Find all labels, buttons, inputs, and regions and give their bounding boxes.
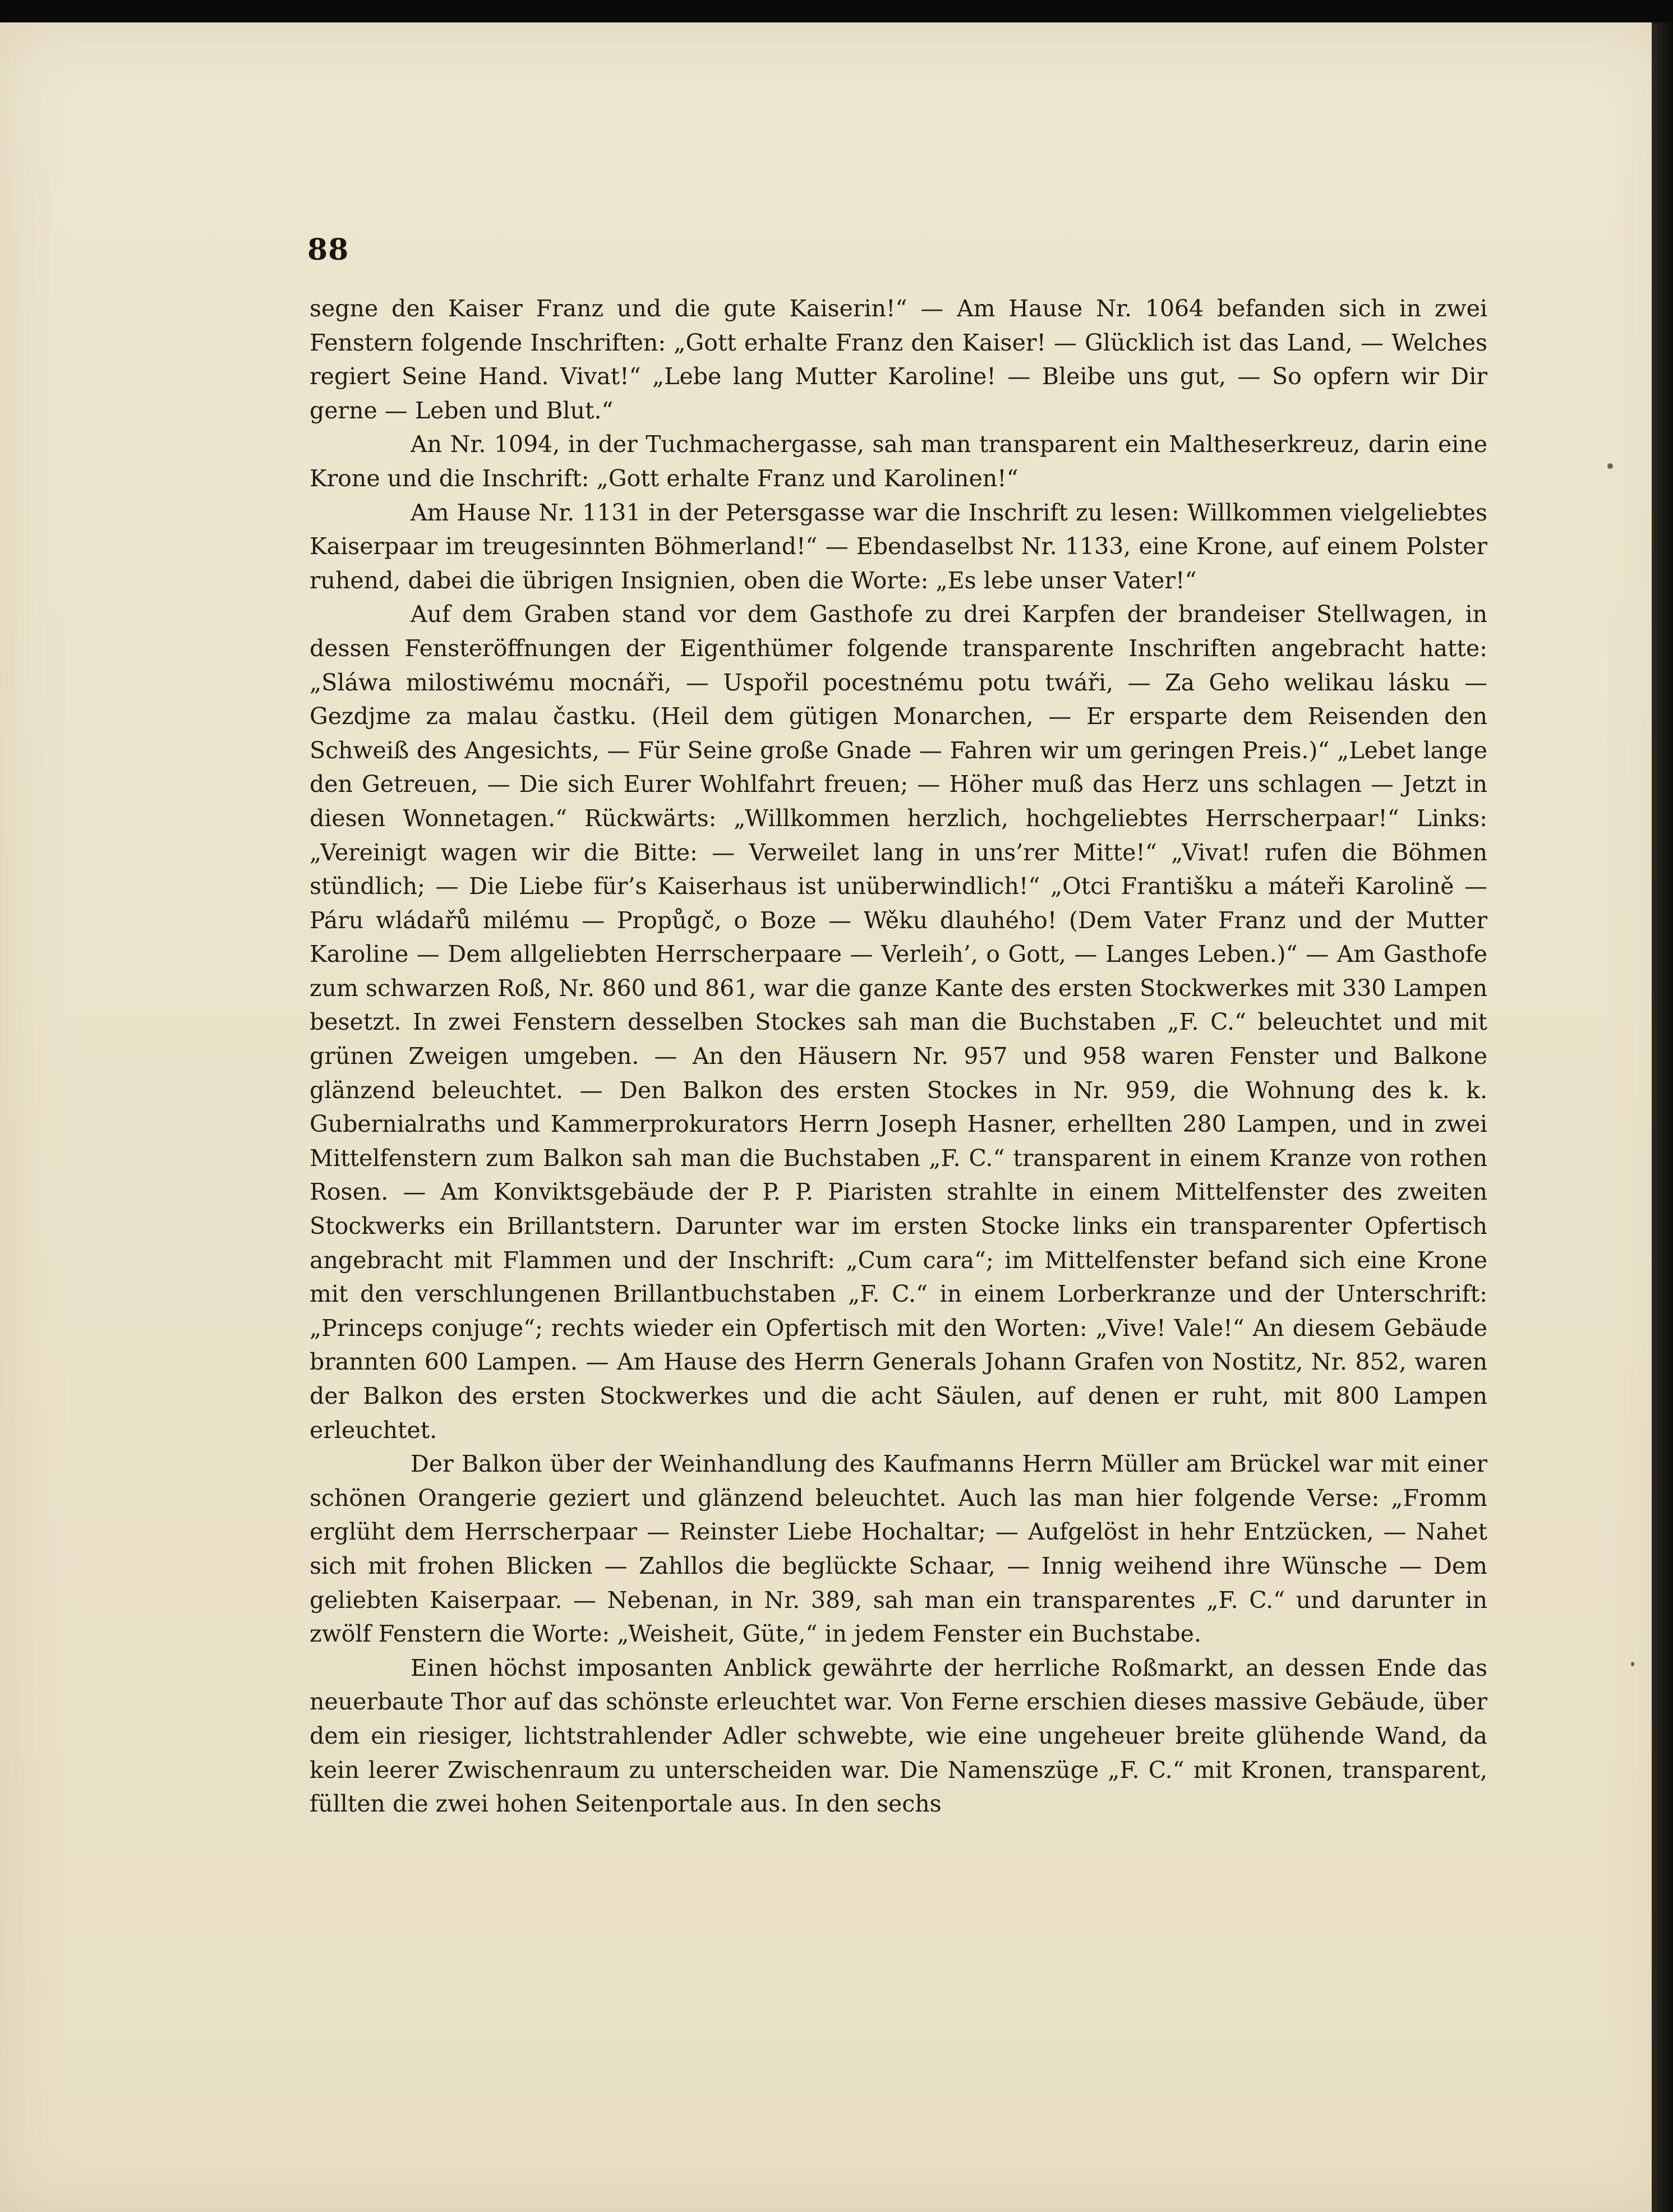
- paragraph-4: Auf dem Graben stand vor dem Gasthofe zu drei Karpfen der brandeiser Stellwagen, in dessen Fensteröffnungen der Eigenthümer folgende transparente Inschriften angebracht hatte: „Sláwa milostiwému mocnáři, — Uspořil pocestnému potu twáři, — Za Geho welikau lásku — Gezdjme za malau častku. (Heil dem gütigen Monarchen, — Er ersparte dem Reisenden den Schweiß des Angesichts, — Für Seine große Gnade — Fahren wir um geringen Preis.)“ „Lebet lange den Getreuen, — Die sich Eurer Wohlfahrt freuen; — Höher muß das Herz uns schlagen — Jetzt in diesen Wonnetagen.“ Rückwärts: „Willkommen herzlich, hochgeliebtes Herrscherpaar!“ Links: „Vereinigt wagen wir die Bitte: — Verweilet lang in uns’rer Mitte!“ „Vivat! rufen die Böhmen stündlich; — Die Liebe für’s Kaiserhaus ist unüberwindlich!“ „Otci Františku a máteři Karolině — Páru wládařů milému — Propůgč, o Boze — Wěku dlauhého! (Dem Vater Franz und der Mutter Karoline — Dem allgeliebten Herrscherpaare — Verleih’, o Gott, — Langes Leben.)“ — Am Gasthofe zum schwarzen Roß, Nr. 860 und 861, war die ganze Kante des ersten Stockwerkes mit 330 Lampen besetzt. In zwei Fenstern desselben Stockes sah man die Buchstaben „F. C.“ beleuchtet und mit grünen Zweigen umgeben. — An den Häusern Nr. 957 und 958 waren Fenster und Balkone glänzend beleuchtet. — Den Balkon des ersten Stockes in Nr. 959, die Wohnung des k. k. Gubernialraths und Kammerprokurators Herrn Joseph Hasner, erhellten 280 Lampen, und in zwei Mittelfenstern zum Balkon sah man die Buchstaben „F. C.“ transparent in einem Kranze von rothen Rosen. — Am Konviktsgebäude der P. P. Piaristen strahlte in einem Mittelfenster des zweiten Stockwerks ein Brillantstern. Darunter war im ersten Stocke links ein transparenter Opfertisch angebracht mit Flammen und der Inschrift: „Cum cara“; im Mittelfenster befand sich eine Krone mit den verschlungenen Brillantbuchstaben „F. C.“ in einem Lorberkranze und der Unterschrift: „Princeps conjuge“; rechts wieder ein Opfertisch mit den Worten: „Vive! Vale!“ An diesem Gebäude brannten 600 Lampen. — Am Hause des Herrn Generals Johann Grafen von Nostitz, Nr. 852, waren der Balkon des ersten Stockwerkes und die acht Säulen, auf denen er ruht, mit 800 Lampen erleuchtet.: [310, 601, 1487, 1444]
- paragraph-2: An Nr. 1094, in der Tuchmachergasse, sah man transparent ein Maltheserkreuz, darin eine Krone und die Inschrift: „Gott erhalte Franz und Karolinen!“: [310, 431, 1487, 492]
- paragraph-1: segne den Kaiser Franz und die gute Kaiserin!“ — Am Hause Nr. 1064 befanden sich in zwei Fenstern folgende Inschriften: „Gott erhalte Franz den Kaiser! — Glücklich ist das Land, — Welches regiert Seine Hand. Vivat!“ „Lebe lang Mutter Karoline! — Bleibe uns gut, — So opfern wir Dir gerne — Leben und Blut.“: [310, 295, 1487, 424]
- page-number: 88: [307, 233, 349, 267]
- body-text: [310, 292, 1487, 1821]
- paragraph-6: Einen höchst imposanten Anblick gewährte der herrliche Roßmarkt, an dessen Ende das neuerbaute Thor auf das schönste erleuchtet war. Von Ferne erschien dieses massive Gebäude, über dem ein riesiger, lichtstrahlender Adler schwebte, wie eine ungeheuer breite glühende Wand, da kein leerer Zwischenraum zu unterscheiden war. Die Namenszüge „F. C.“ mit Kronen, transparent, füllten die zwei hohen Seitenportale aus. In den sechs: [310, 1654, 1487, 1818]
- paragraph-5: Der Balkon über der Weinhandlung des Kaufmanns Herrn Müller am Brückel war mit einer schönen Orangerie geziert und glänzend beleuchtet. Auch las man hier folgende Verse: „Fromm erglüht dem Herrscherpaar — Reinster Liebe Hochaltar; — Aufgelöst in hehr Entzücken, — Nahet sich mit frohen Blicken — Zahllos die beglückte Schaar, — Innig weihend ihre Wünsche — Dem geliebten Kaiserpaar. — Nebenan, in Nr. 389, sah man ein transparentes „F. C.“ und darunter in zwölf Fenstern die Worte: „Weisheit, Güte,“ in jedem Fenster ein Buchstabe.: [310, 1450, 1487, 1648]
- paper-speck: [1607, 463, 1613, 469]
- paper-speck: [1631, 1662, 1634, 1666]
- paragraph-3: Am Hause Nr. 1131 in der Petersgasse war die Inschrift zu lesen: Willkommen vielgeliebtes Kaiserpaar im treugesinnten Böhmerland!“ — Ebendaselbst Nr. 1133, eine Krone, auf einem Polster ruhend, dabei die übrigen Insignien, oben die Worte: „Es lebe unser Vater!“: [310, 499, 1487, 594]
- binding-edge-shadow: [1652, 22, 1673, 2212]
